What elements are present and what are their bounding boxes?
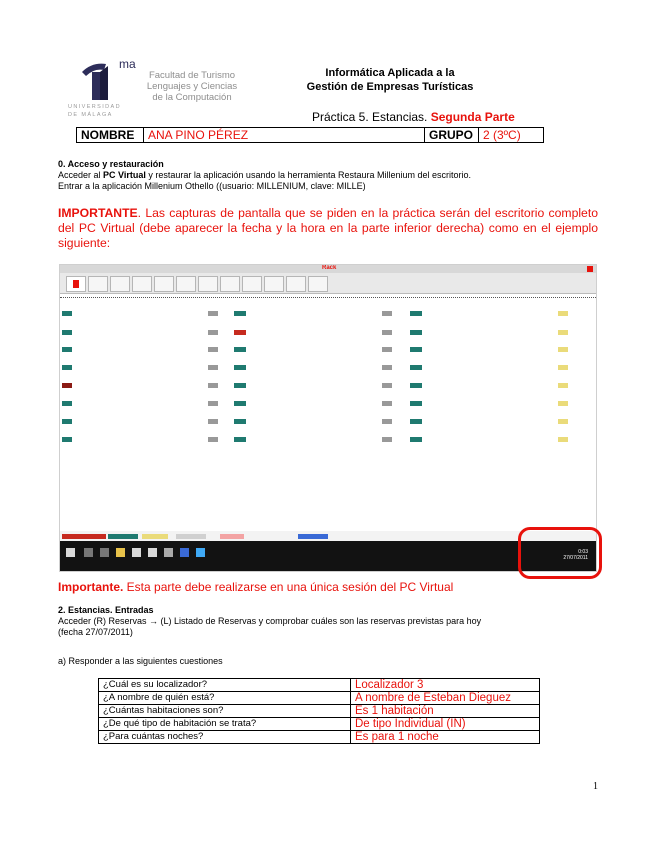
table-row: ¿Cuántas habitaciones son? Es 1 habitación: [99, 705, 540, 718]
name-label: NOMBRE: [77, 128, 144, 143]
table-row: ¿Cuál es su localizador? Localizador 3: [99, 679, 540, 692]
section-0: 0. Acceso y restauración Acceder al PC Virtual y restaurar la aplicación usando la herramienta Restaura Millenium del escritorio. Entrar a la aplicación Millenium Othello ((usuario: MILLENIUM, clave: MILLE): [58, 159, 472, 191]
desktop-screenshot: [59, 264, 597, 572]
answers-table: [98, 678, 540, 744]
name-value: ANA PINO PÉREZ: [144, 128, 425, 143]
important-note-2: Importante. Esta parte debe realizarse en una única sesión del PC Virtual: [58, 580, 454, 594]
important-note: IMPORTANTE. Las capturas de pantalla que se piden en la práctica serán del escritorio completo del PC Virtual (debe aparecer la fecha y la hora en la parte inferior derecha) como en el ejemplo siguiente:: [58, 206, 598, 250]
page-number: 1: [593, 781, 598, 792]
faculty-name: Facultad de Turismo Lenguajes y Ciencias de la Computación: [146, 70, 238, 103]
group-value: 2 (3ºC): [479, 128, 544, 143]
table-row: ¿A nombre de quién está? A nombre de Esteban Dieguez: [99, 692, 540, 705]
clock-highlight: [518, 527, 602, 579]
screenshot-titlebar: Rack: [60, 265, 596, 273]
course-title: Informática Aplicada a la Gestión de Empresas Turísticas: [306, 67, 474, 93]
university-name: UNIVERSIDAD DE MÁLAGA: [68, 104, 121, 118]
logo-text: ma: [119, 57, 136, 71]
table-row: ¿De qué tipo de habitación se trata? De tipo Individual (IN): [99, 718, 540, 731]
student-box: [76, 127, 544, 143]
section-2: 2. Estancias. Entradas Acceder (R) Reservas → (L) Listado de Reservas y comprobar cuáles son las reservas previstas para hoy (fecha 27/07/2011): [58, 605, 482, 637]
question-a: a) Responder a las siguientes cuestiones: [58, 656, 223, 666]
screenshot-statusbar: [60, 531, 596, 541]
screenshot-clock: 0:03 27/07/2011: [563, 549, 588, 561]
screenshot-taskbar: [60, 541, 596, 571]
screenshot-toolbar: [60, 273, 596, 294]
group-label: GRUPO: [425, 128, 479, 143]
practice-title: Práctica 5. Estancias. Segunda Parte: [312, 110, 515, 124]
table-row: ¿Para cuántas noches? Es para 1 noche: [99, 731, 540, 744]
